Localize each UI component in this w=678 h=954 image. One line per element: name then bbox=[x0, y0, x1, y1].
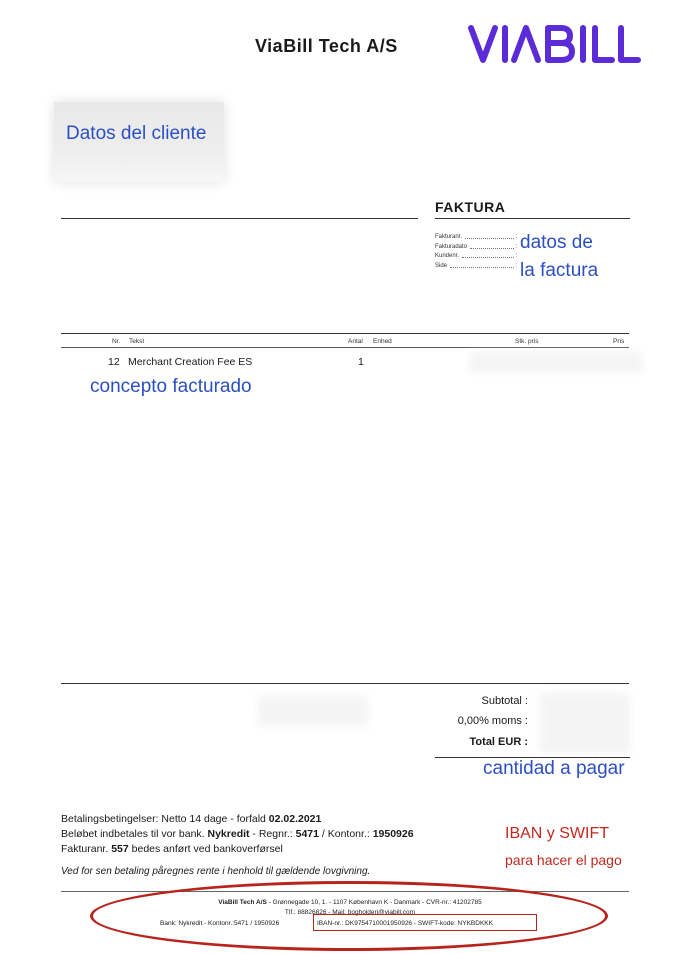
totals-top-rule bbox=[61, 683, 629, 684]
faktura-divider bbox=[435, 218, 630, 219]
table-row-tekst: Merchant Creation Fee ES bbox=[128, 356, 253, 368]
amount-annotation: cantidad a pagar bbox=[483, 758, 625, 779]
redacted-price bbox=[470, 352, 642, 372]
col-header-nr: Nr. bbox=[112, 338, 121, 345]
footer-iban: IBAN-nr.: DK9754710001950926 - SWIFT-kode: NYKBDKKK bbox=[317, 920, 493, 927]
footer-address: - Grønnegade 10, 1. - 1107 København K - Danmark - CVR-nr.: 41202785 bbox=[266, 899, 482, 906]
terms-line-3-suffix: bedes anført ved bankoverførsel bbox=[128, 843, 283, 855]
address-divider bbox=[61, 218, 418, 219]
table-top-rule bbox=[61, 333, 629, 334]
invoice-field-label: Fakturadato bbox=[435, 243, 468, 250]
redacted-amounts bbox=[540, 693, 630, 753]
kontonr-value: 1950926 bbox=[372, 828, 414, 840]
invoice-fields bbox=[435, 233, 517, 271]
invoice-annotation-line1: datos de bbox=[520, 232, 593, 253]
terms-line-1-text: Betalingsbetingelser: Netto 14 dage - forfald bbox=[61, 813, 269, 825]
iban-swift-annotation: IBAN y SWIFT bbox=[505, 825, 609, 842]
invoice-field-label: Kundenr. bbox=[435, 253, 460, 259]
regnr-label: - Regnr.: bbox=[249, 828, 296, 840]
terms-line-3 bbox=[61, 842, 414, 857]
table-header-rule bbox=[61, 347, 629, 348]
col-header-pris: Pris bbox=[613, 338, 625, 345]
invoice-field-row: Kundenr. : bbox=[435, 252, 517, 262]
footer-bank: Bank: Nykredit - Kontonr.:5471 / 1950926 bbox=[160, 920, 280, 927]
col-header-stk-pris: Stk. pris bbox=[515, 338, 539, 345]
redacted-block bbox=[258, 696, 368, 726]
payment-annotation: para hacer el pago bbox=[505, 852, 622, 868]
invoice-field-row: Side : bbox=[435, 262, 517, 272]
col-header-tekst: Tekst bbox=[129, 338, 145, 345]
table-row-antal: 1 bbox=[358, 356, 364, 368]
invoice-field-row: Fakturanr. : bbox=[435, 233, 517, 243]
invoice-annotation-line2: la factura bbox=[520, 260, 599, 281]
concept-annotation: concepto facturado bbox=[90, 376, 252, 397]
kontonr-label: / Kontonr.: bbox=[318, 828, 373, 840]
moms-label: 0,00% moms : bbox=[457, 715, 528, 727]
regnr-value: 5471 bbox=[295, 828, 319, 840]
invoice-field-row: Fakturadato : bbox=[435, 243, 517, 253]
footer-line-2: Tlf.: 88826826 - Mail: bogholderi@viabill.com bbox=[284, 909, 416, 916]
bank-name: Nykredit bbox=[207, 828, 250, 840]
invoice-annotation bbox=[520, 229, 598, 285]
col-header-enhed: Enhed bbox=[373, 338, 392, 345]
terms-line-1 bbox=[61, 812, 414, 827]
client-label: Datos del cliente bbox=[66, 123, 207, 144]
terms-line-2-text: Beløbet indbetales til vor bank. bbox=[61, 828, 208, 840]
iban-highlight-box bbox=[313, 914, 537, 931]
faktura-title: FAKTURA bbox=[435, 199, 506, 215]
late-payment-note: Ved for sen betaling påregnes rente i henhold til gældende lovgivning. bbox=[61, 866, 371, 877]
invoice-field-label: Fakturanr. bbox=[435, 234, 463, 240]
terms-line-3-prefix: Fakturanr. bbox=[61, 843, 112, 855]
viabill-logo bbox=[466, 22, 644, 66]
company-name: ViaBill Tech A/S bbox=[255, 36, 398, 56]
subtotal-label: Subtotal : bbox=[481, 695, 528, 707]
terms-line-2 bbox=[61, 827, 414, 842]
invoice-field-label: Side bbox=[435, 262, 448, 269]
footer-company: ViaBill Tech A/S bbox=[218, 899, 267, 906]
due-date: 02.02.2021 bbox=[268, 813, 322, 825]
invoice-number: 557 bbox=[111, 843, 129, 855]
total-label: Total EUR : bbox=[469, 736, 528, 748]
table-row-nr: 12 bbox=[108, 356, 120, 368]
col-header-antal: Antal bbox=[348, 338, 363, 345]
payment-terms bbox=[61, 812, 414, 857]
